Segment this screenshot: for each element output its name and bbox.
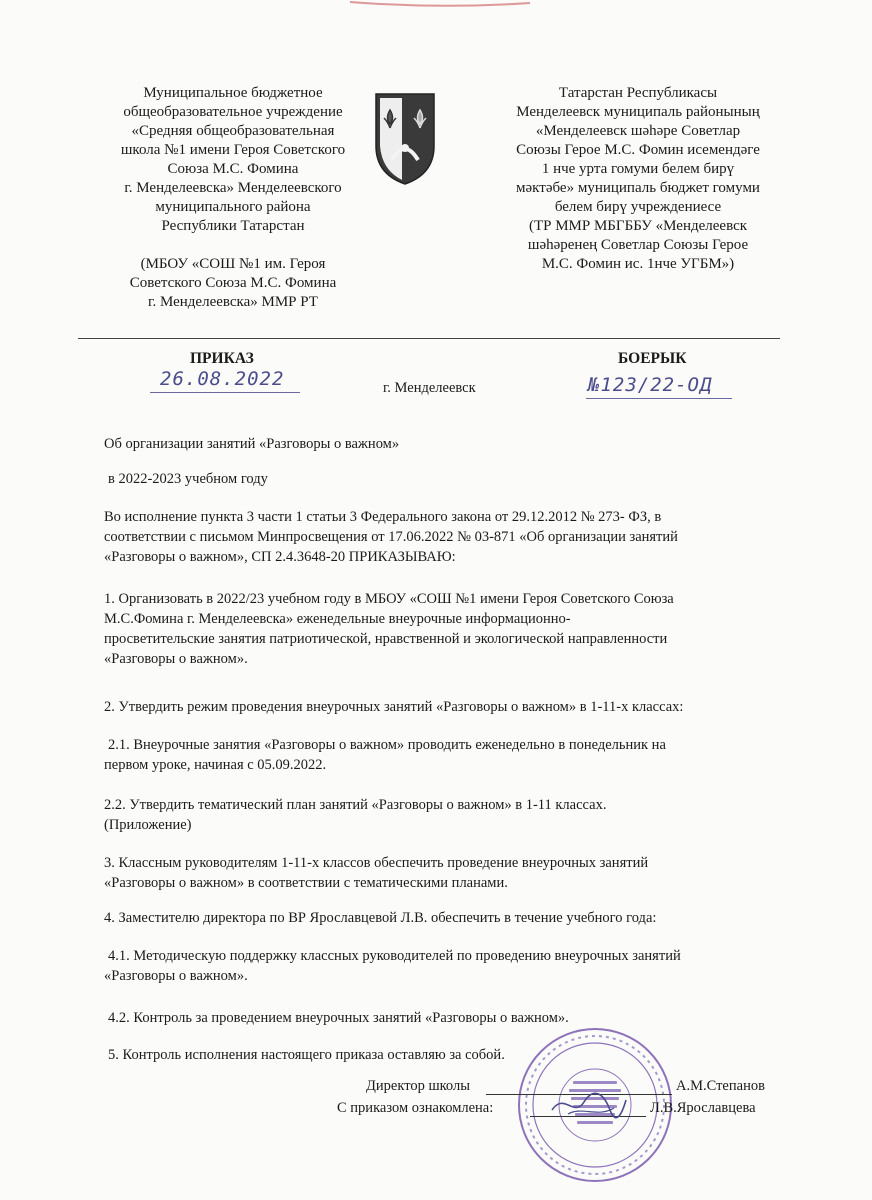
director-label: Директор школы <box>366 1078 470 1094</box>
director-name: А.М.Степанов <box>676 1078 765 1094</box>
item-line: 4.2. Контроль за проведением внеурочных занятий «Разговоры о важном». <box>108 1010 569 1026</box>
number-underline <box>586 398 732 399</box>
top-scan-mark <box>340 0 540 10</box>
order-city: г. Менделеевск <box>383 380 476 396</box>
header-left-short-line: Советского Союза М.С. Фомина <box>129 275 337 291</box>
header-left <box>88 84 378 236</box>
item-4-2 <box>108 1008 808 1028</box>
item-line: 4.1. Методическую поддержку классных руководителей по проведению внеурочных занятий <box>108 948 681 964</box>
item-line: первом уроке, начиная с 05.09.2022. <box>104 757 327 773</box>
header-left-line: общеобразовательное учреждение <box>123 104 343 120</box>
header-left-line: муниципального района <box>155 199 311 215</box>
item-line: М.С.Фомина г. Менделеевска» еженедельные внеурочные информационно- <box>104 611 571 627</box>
header-right <box>478 84 798 274</box>
date-underline <box>150 392 300 393</box>
preamble-line: Во исполнение пункта 3 части 1 статьи 3 Федерального закона от 29.12.2012 № 273- ФЗ, в <box>104 509 662 525</box>
item-line: 2.2. Утвердить тематический план занятий «Разговоры о важном» в 1-11 классах. <box>104 797 607 813</box>
item-1 <box>104 589 804 669</box>
preamble <box>104 507 804 567</box>
ack-name: Л.В.Ярославцева <box>650 1100 756 1116</box>
header-right-line: Союзы Герое М.С. Фомин исемендәге <box>516 142 760 158</box>
header-right-line: шәһәренең Советлар Союзы Герое <box>527 237 749 253</box>
item-4 <box>104 908 804 928</box>
order-title-tt: БОЕРЫК <box>618 350 687 367</box>
header-left-line: школа №1 имени Героя Советского <box>120 142 346 158</box>
header-left-line: Союза М.С. Фомина <box>167 161 299 177</box>
header-left-short-line: (МБОУ «СОШ №1 им. Героя <box>140 256 326 272</box>
handwritten-signature <box>548 1088 628 1122</box>
item-5 <box>108 1045 808 1065</box>
header-right-line: (ТР ММР МБГББУ «Менделеевск <box>528 218 748 234</box>
item-line: 4. Заместителю директора по ВР Ярославцевой Л.В. обеспечить в течение учебного года: <box>104 910 657 926</box>
header-right-line: Менделеевск муниципаль районының <box>516 104 760 120</box>
item-2 <box>104 697 804 717</box>
header-right-line: Татарстан Республикасы <box>558 85 718 101</box>
order-date: 26.08.2022 <box>160 368 285 390</box>
ack-label: С приказом ознакомлена: <box>337 1100 494 1116</box>
item-3 <box>104 853 804 893</box>
header-divider <box>78 338 780 339</box>
order-number: №123/22-ОД <box>588 374 713 396</box>
header-right-line: 1 нче урта гомуми белем бирү <box>541 161 735 177</box>
coat-of-arms-icon <box>370 90 440 186</box>
item-line: «Разговоры о важном». <box>104 651 248 667</box>
item-4-1 <box>104 946 808 986</box>
item-2-1 <box>104 735 808 775</box>
item-line: «Разговоры о важном» в соответствии с тематическими планами. <box>104 875 508 891</box>
header-left-short-line: г. Менделеевска» ММР РТ <box>148 294 318 310</box>
order-title-ru: ПРИКАЗ <box>190 350 254 367</box>
header-right-line: М.С. Фомин ис. 1нче УГБМ») <box>541 256 735 272</box>
header-right-line: мәктәбе» муниципаль бюджет гомуми <box>516 180 760 196</box>
item-line: 5. Контроль исполнения настоящего приказа оставляю за собой. <box>108 1047 505 1063</box>
item-line: 1. Организовать в 2022/23 учебном году в МБОУ «СОШ №1 имени Героя Советского Союза <box>104 591 674 607</box>
header-left-line: г. Менделеевска» Менделеевского <box>124 180 342 196</box>
header-left-line: Муниципальное бюджетное <box>143 85 323 101</box>
subject-line-2: в 2022-2023 учебном году <box>108 471 268 487</box>
item-line: 2. Утвердить режим проведения внеурочных занятий «Разговоры о важном» в 1-11-х классах: <box>104 699 684 715</box>
header-left-line: Республики Татарстан <box>161 218 305 234</box>
item-2-2 <box>104 795 804 835</box>
item-line: 2.1. Внеурочные занятия «Разговоры о важном» проводить еженедельно в понедельник на <box>108 737 666 753</box>
header-right-line: белем бирү учреждениесе <box>554 199 722 215</box>
preamble-line: соответствии с письмом Минпросвещения от 17.06.2022 № 03-871 «Об организации занятий <box>104 529 678 545</box>
subject-line-1: Об организации занятий «Разговоры о важном» <box>104 436 400 452</box>
item-line: 3. Классным руководителям 1-11-х классов обеспечить проведение внеурочных занятий <box>104 855 649 871</box>
item-line: «Разговоры о важном». <box>104 968 248 984</box>
header-left-line: «Средняя общеобразовательная <box>131 123 335 139</box>
header-left-short <box>88 255 378 312</box>
preamble-line: «Разговоры о важном», СП 2.4.3648-20 ПРИКАЗЫВАЮ: <box>104 549 456 565</box>
item-line: просветительские занятия патриотической, нравственной и экологической направленности <box>104 631 668 647</box>
header-right-line: «Менделеевск шәһәре Советлар <box>535 123 741 139</box>
item-line: (Приложение) <box>104 817 192 833</box>
